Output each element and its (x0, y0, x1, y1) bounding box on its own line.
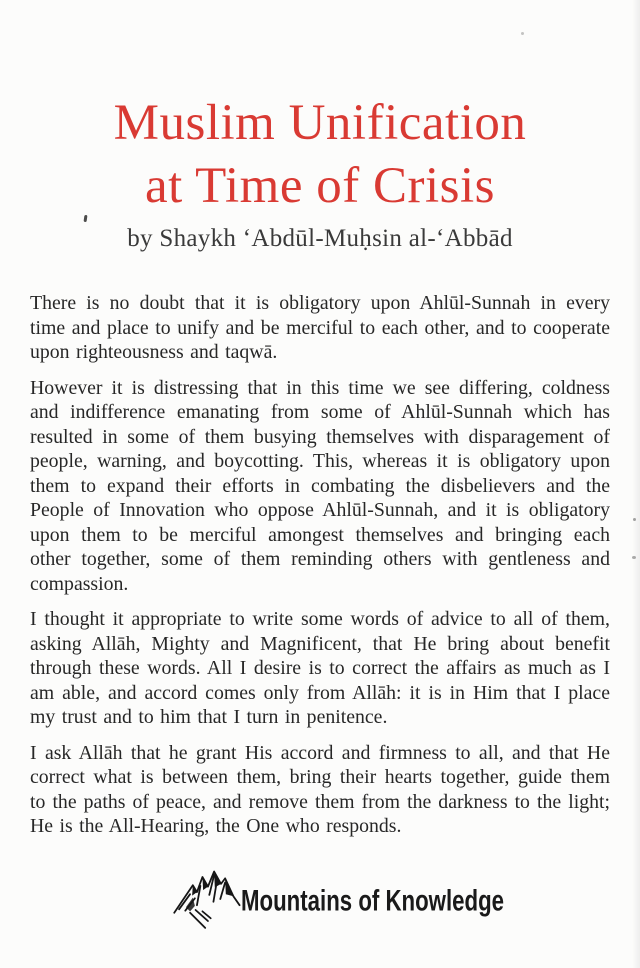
scan-speck (633, 518, 636, 521)
title-line-1: Muslim Unification (113, 95, 527, 151)
body-paragraph: I thought it appropriate to write some words of advice to all of them, asking Allāh, Mighty and Magnificent, that He bring about benefit through these words. All I desire is to correct the affairs as much as I am able, and accord comes only from Allāh: it is in Him that I place my trust and to him that I turn in penitence. (30, 608, 610, 728)
body-text (30, 291, 610, 839)
publisher-logo (172, 866, 578, 932)
title-line-2: at Time of Crisis (145, 158, 495, 214)
scan-speck (521, 32, 524, 35)
body-paragraph: I ask Allāh that he grant His accord and firmness to all, and that He correct what is between them, bring their hearts together, guide them to the paths of peace, and remove them from the darkness to the light; He is the All-Hearing, the One who responds. (30, 741, 610, 837)
author-byline: by Shaykh ‘Abdūl-Muḥsin al-‘Abbād (127, 225, 513, 252)
mountains-icon (172, 866, 248, 932)
page-title (20, 92, 620, 218)
body-paragraph: There is no doubt that it is obligatory upon Ahlūl-Sunnah in every time and place to unify and be merciful to each other, and to cooperate upon righteousness and taqwā. (30, 292, 610, 363)
scan-speck (632, 556, 636, 559)
publisher-name: Mountains of Knowledge (241, 883, 505, 918)
body-paragraph: However it is distressing that in this time we see differing, coldness and indifference emanating from some of Ahlūl-Sunnah which has resulted in some of them busying themselves with disparagement of people, warning, and boycotting. This, whereas it is obligatory upon them to expand their efforts in combating the disbelievers and the People of Innovation who oppose Ahlūl-Sunnah, and it is obligatory upon them to be merciful amongest themselves and bringing each other together, some of them reminding others with gentleness and compassion. (30, 376, 610, 595)
